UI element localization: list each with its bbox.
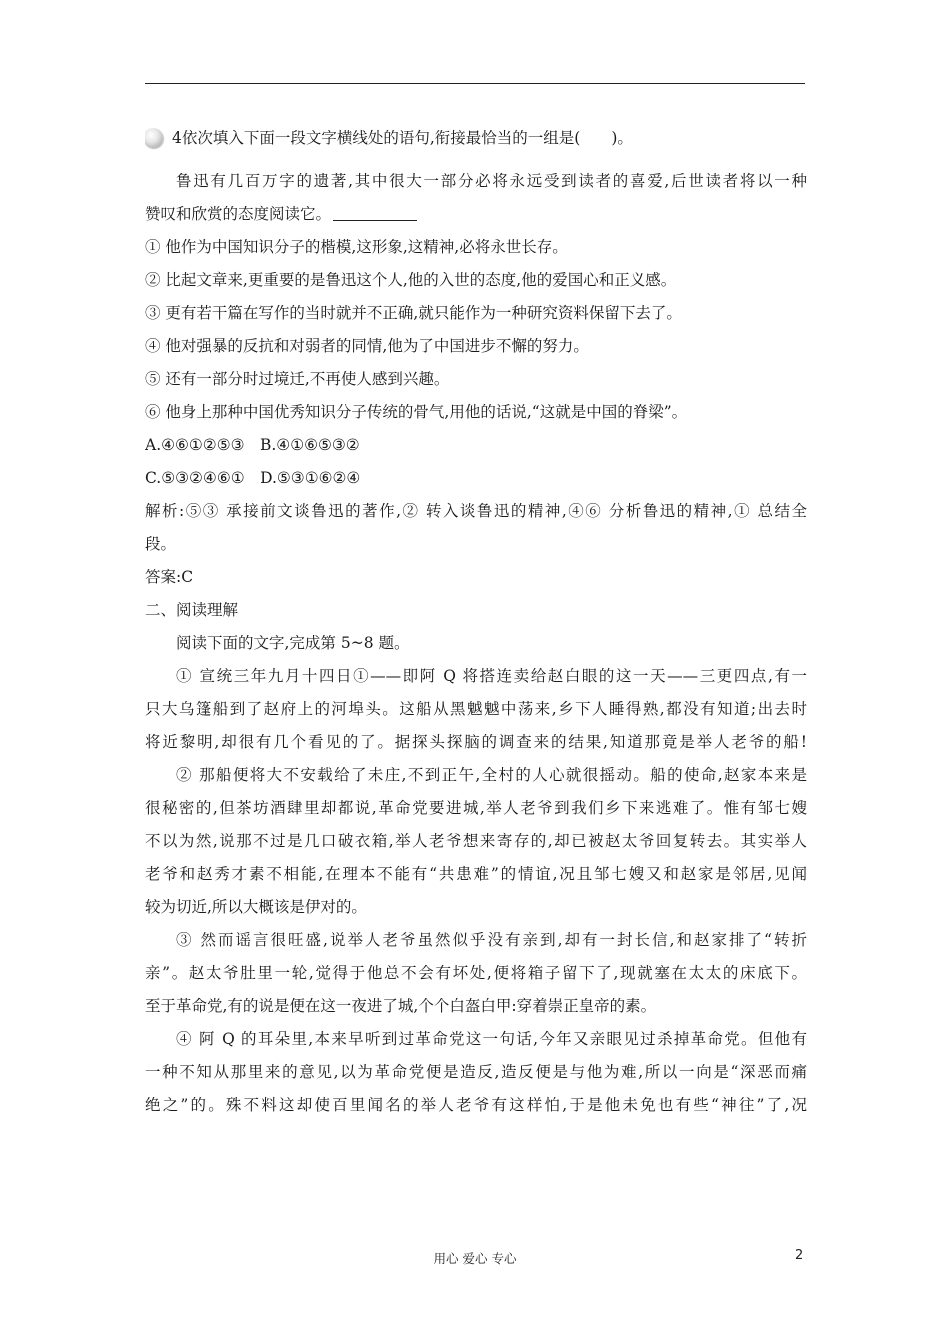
passage-line-2	[145, 198, 807, 231]
reading-p2-line-4: 老爷和赵秀才素不相能,在理本不能有“共患难”的情谊,况且邹七嫂又和赵家是邻居,见闻	[145, 865, 807, 883]
option-5: ⑤ 还有一部分时过境迁,不再使人感到兴趣。	[145, 370, 450, 388]
reading-p2-line-2: 很秘密的,但茶坊酒肆里却都说,革命党要进城,举人老爷到我们乡下来逃难了。惟有邹七嫂	[145, 799, 807, 817]
analysis-line-1: 解析:⑤③ 承接前文谈鲁迅的著作,② 转入谈鲁迅的精神,④⑥ 分析鲁迅的精神,① 总结全	[145, 502, 807, 520]
choices-row-1: A.④⑥①②⑤③ B.④①⑥⑤③②	[145, 436, 360, 454]
passage-line-2-text: 赞叹和欣赏的态度阅读它。	[145, 205, 332, 223]
section-instruction: 阅读下面的文字,完成第 5~8 题。	[176, 634, 410, 652]
option-4: ④ 他对强暴的反抗和对弱者的同情,他为了中国进步不懈的努力。	[145, 337, 589, 355]
reading-p3-line-1: ③ 然而谣言很旺盛,说举人老爷虽然似乎没有亲到,却有一封长信,和赵家排了“转折	[176, 931, 807, 949]
option-6: ⑥ 他身上那种中国优秀知识分子传统的骨气,用他的话说,“这就是中国的脊梁”。	[145, 403, 688, 421]
reading-p3-line-3: 至于革命党,有的说是便在这一夜进了城,个个白盔白甲:穿着崇正皇帝的素。	[145, 997, 657, 1015]
reading-p2-line-1: ② 那船便将大不安载给了未庄,不到正午,全村的人心就很摇动。船的使命,赵家本来是	[176, 766, 807, 784]
question-4	[145, 122, 807, 155]
reading-p4-line-1: ④ 阿 Q 的耳朵里,本来早听到过革命党这一句话,今年又亲眼见过杀掉革命党。但他有	[176, 1030, 807, 1048]
choices-row-2: C.⑤③②④⑥① D.⑤③①⑥②④	[145, 469, 361, 487]
question-number: 4	[172, 129, 182, 147]
analysis-line-2: 段。	[145, 535, 177, 553]
question-prompt: 依次填入下面一段文字横线处的语句,衔接最恰当的一组是( )。	[181, 129, 633, 147]
fill-blank	[333, 219, 417, 221]
reading-p4-line-3: 绝之”的。殊不料这却使百里闻名的举人老爷有这样怕,于是他未免也有些“神往”了,况	[145, 1096, 807, 1114]
footer-motto: 用心 爱心 专心	[433, 1251, 517, 1266]
question-bullet-icon	[145, 128, 163, 148]
reading-p3-line-2: 亲”。赵太爷肚里一轮,觉得于他总不会有坏处,便将箱子留下了,现就塞在太太的床底下。	[145, 964, 807, 982]
section-title: 二、阅读理解	[145, 601, 239, 619]
document-body	[145, 122, 807, 1122]
reading-p4-line-2: 一种不知从那里来的意见,以为革命党便是造反,造反便是与他为难,所以一向是“深恶而痛	[145, 1063, 807, 1081]
option-3: ③ 更有若干篇在写作的当时就并不正确,就只能作为一种研究资料保留下去了。	[145, 304, 682, 322]
reading-p2-line-5: 较为切近,所以大概该是伊对的。	[145, 898, 367, 916]
header-rule	[145, 83, 805, 84]
passage-line-1: 鲁迅有几百万字的遗著,其中很大一部分必将永远受到读者的喜爱,后世读者将以一种	[176, 172, 807, 190]
reading-p2-line-3: 不以为然,说那不过是几口破衣箱,举人老爷想来寄存的,却已被赵太爷回复转去。其实举人	[145, 832, 807, 850]
page-number: 2	[795, 1248, 804, 1263]
option-1: ① 他作为中国知识分子的楷模,这形象,这精神,必将永世长存。	[145, 238, 568, 256]
answer: 答案:C	[145, 568, 194, 586]
reading-p1-line-1: ① 宣统三年九月十四日①——即阿 Q 将搭连卖给赵白眼的这一天——三更四点,有一	[176, 667, 807, 685]
reading-p1-line-2: 只大乌篷船到了赵府上的河埠头。这船从黑魆魆中荡来,乡下人睡得熟,都没有知道;出去时	[145, 700, 807, 718]
reading-p1-line-3: 将近黎明,却很有几个看见的了。据探头探脑的调查来的结果,知道那竟是举人老爷的船!	[145, 733, 807, 751]
option-2: ② 比起文章来,更重要的是鲁迅这个人,他的入世的态度,他的爱国心和正义感。	[145, 271, 677, 289]
